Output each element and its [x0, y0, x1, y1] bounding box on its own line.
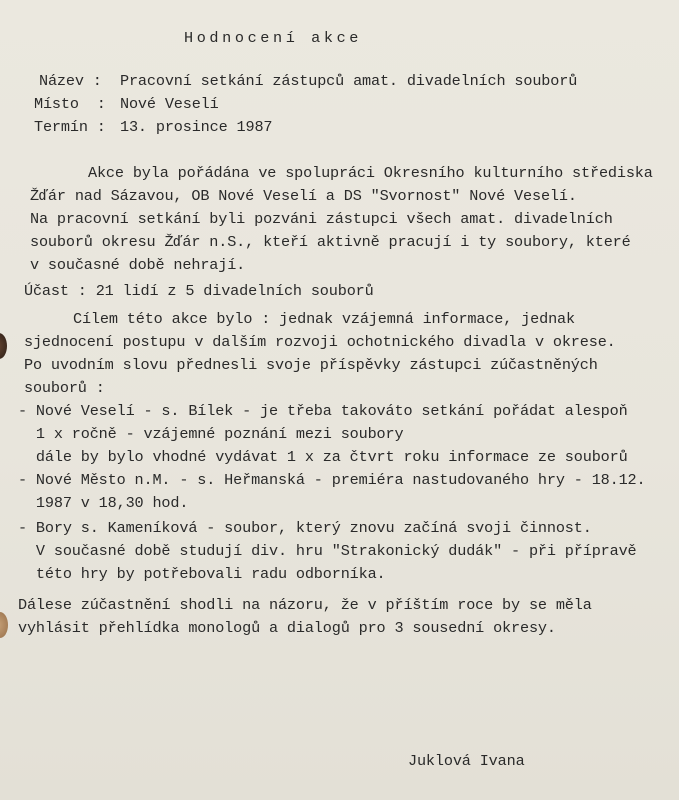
- closing-line: Dálese zúčastnění shodli na názoru, že v příštím roce by se měla: [18, 596, 592, 614]
- paragraph-line: v současné době nehrají.: [30, 256, 246, 274]
- list-item-line: 1987 v 18,30 hod.: [18, 494, 189, 512]
- paragraph-line: souborů :: [24, 379, 105, 397]
- paragraph-line: sjednocení postupu v dalším rozvoji ochotnického divadla v okrese.: [24, 333, 616, 351]
- list-item-line: - Nové Veselí - s. Bílek - je třeba takováto setkání pořádat alespoň: [18, 402, 628, 420]
- signature: Juklová Ivana: [408, 752, 525, 770]
- meta-value-misto: Nové Veselí: [120, 95, 219, 113]
- paragraph-line: Akce byla pořádána ve spolupráci Okresního kulturního střediska: [88, 164, 653, 182]
- meta-value-nazev: Pracovní setkání zástupců amat. divadelních souborů: [120, 72, 578, 90]
- punch-hole: [0, 612, 8, 638]
- paragraph-line: Po uvodním slovu přednesli svoje příspěvky zástupci zúčastněných: [24, 356, 598, 374]
- meta-value-termin: 13. prosince 1987: [120, 118, 273, 136]
- paragraph-line: Žďár nad Sázavou, OB Nové Veselí a DS "Svornost" Nové Veselí.: [30, 187, 577, 205]
- paragraph-line: souborů okresu Žďár n.S., kteří aktivně pracují i ty soubory, které: [30, 233, 631, 251]
- document-title: Hodnocení akce: [184, 29, 362, 47]
- list-item-line: 1 x ročně - vzájemné poznání mezi soubory: [18, 425, 404, 443]
- meta-label-termin: Termín :: [34, 118, 106, 136]
- paragraph-line: Cílem této akce bylo : jednak vzájemná informace, jednak: [73, 310, 575, 328]
- list-item-line: - Nové Město n.M. - s. Heřmanská - premiéra nastudovaného hry - 18.12.: [18, 471, 646, 489]
- list-item-line: - Bory s. Kameníková - soubor, který znovu začíná svoji činnost.: [18, 519, 592, 537]
- closing-line: vyhlásit přehlídka monologů a dialogů pro 3 sousední okresy.: [18, 619, 556, 637]
- punch-hole: [0, 333, 7, 359]
- list-item-line: V současné době studují div. hru "Strakonický dudák" - při přípravě: [18, 542, 637, 560]
- list-item-line: dále by bylo vhodné vydávat 1 x za čtvrt roku informace ze souborů: [18, 448, 628, 466]
- meta-label-misto: Místo :: [34, 95, 106, 113]
- meta-label-nazev: Název :: [39, 72, 102, 90]
- list-item-line: této hry by potřebovali radu odborníka.: [18, 565, 386, 583]
- paragraph-line: Na pracovní setkání byli pozváni zástupci všech amat. divadelních: [30, 210, 613, 228]
- participation-line: Účast : 21 lidí z 5 divadelních souborů: [24, 282, 374, 300]
